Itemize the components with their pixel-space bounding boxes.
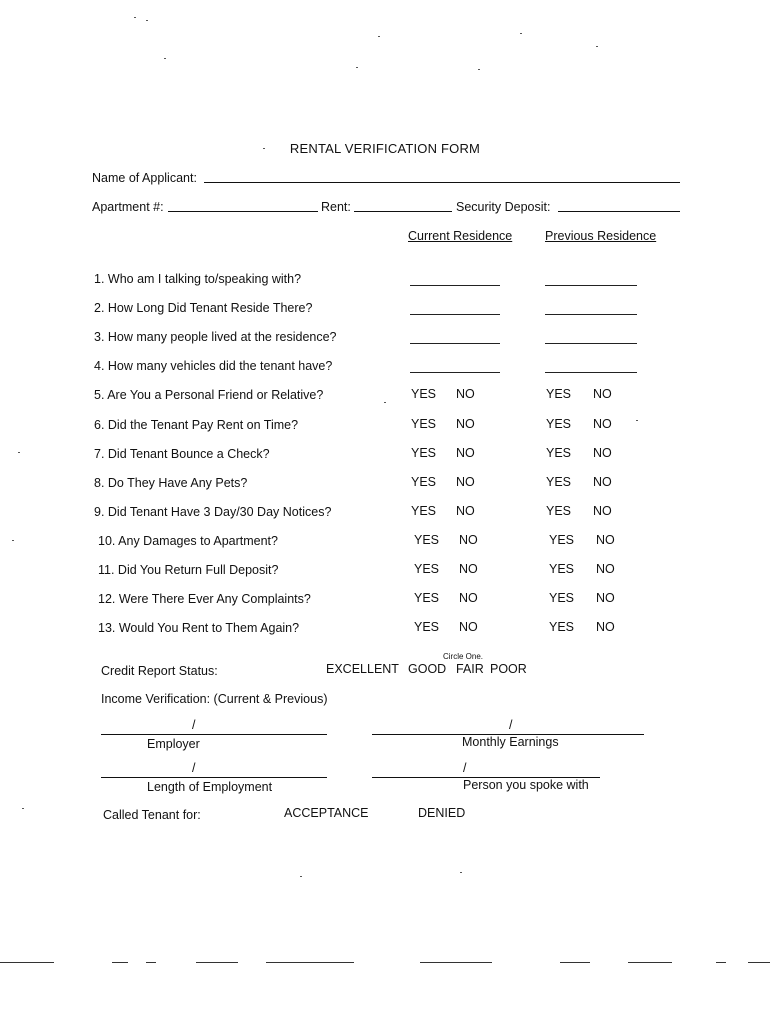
employer-label: Employer [147,737,200,751]
question-5: 5. Are You a Personal Friend or Relative? [94,388,324,402]
denied-option[interactable]: DENIED [418,806,466,820]
scan-speck [520,33,522,34]
rent-field[interactable] [354,211,452,212]
current-residence-answer-field[interactable] [410,343,500,344]
current-no-option[interactable]: NO [456,387,475,401]
apartment-label: Apartment #: [92,200,164,214]
current-residence-answer-field[interactable] [410,314,500,315]
scan-dash [420,962,492,963]
previous-no-option[interactable]: NO [596,620,615,634]
previous-yes-option[interactable]: YES [546,475,572,489]
scan-dash [660,962,672,963]
person-slash: / [463,761,467,775]
employer-slash: / [192,718,196,732]
previous-no-option[interactable]: NO [593,417,612,431]
previous-no-option[interactable]: NO [596,562,615,576]
credit-option-excellent[interactable]: EXCELLENT [326,662,399,676]
current-yes-option[interactable]: YES [411,475,437,489]
previous-yes-option[interactable]: YES [549,533,575,547]
credit-option-poor[interactable]: POOR [490,662,527,676]
scan-speck [164,58,166,59]
previous-residence-answer-field[interactable] [545,285,637,286]
question-11: 11. Did You Return Full Deposit? [98,563,279,577]
current-no-option[interactable]: NO [456,475,475,489]
current-no-option[interactable]: NO [456,446,475,460]
current-yes-option[interactable]: YES [414,533,440,547]
previous-no-option[interactable]: NO [593,504,612,518]
called-tenant-label: Called Tenant for: [103,808,201,822]
scan-speck [636,420,638,421]
question-13: 13. Would You Rent to Them Again? [98,621,300,635]
credit-report-label: Credit Report Status: [101,664,218,678]
current-yes-option[interactable]: YES [414,591,440,605]
scan-speck [146,20,148,21]
security-deposit-field[interactable] [558,211,680,212]
credit-option-good[interactable]: GOOD [408,662,447,676]
current-no-option[interactable]: NO [459,620,478,634]
apartment-field[interactable] [168,211,318,212]
name-of-applicant-label: Name of Applicant: [92,171,197,185]
current-yes-option[interactable]: YES [411,387,437,401]
current-no-option[interactable]: NO [456,504,475,518]
scan-dash [560,962,590,963]
scan-speck [384,402,386,403]
length-slash: / [192,761,196,775]
previous-yes-option[interactable]: YES [549,591,575,605]
scan-dash [112,962,128,963]
previous-no-option[interactable]: NO [596,533,615,547]
scan-speck [12,540,14,541]
scan-speck [378,36,380,37]
current-no-option[interactable]: NO [459,533,478,547]
scan-speck [22,808,24,809]
question-3: 3. How many people lived at the residence? [94,330,337,344]
current-yes-option[interactable]: YES [411,446,437,460]
employer-field[interactable] [101,734,327,735]
name-of-applicant-field[interactable] [204,182,680,183]
credit-option-fair[interactable]: FAIR [456,662,484,676]
current-residence-header: Current Residence [408,229,513,243]
rent-label: Rent: [321,200,351,214]
scan-speck [134,17,136,18]
scan-dash [716,962,726,963]
scan-speck [18,452,20,453]
question-1: 1. Who am I talking to/speaking with? [94,272,302,286]
scan-speck [596,46,598,47]
previous-yes-option[interactable]: YES [546,446,572,460]
scan-speck [460,872,462,873]
current-no-option[interactable]: NO [456,417,475,431]
scan-speck [478,69,480,70]
question-2: 2. How Long Did Tenant Reside There? [94,301,313,315]
previous-residence-answer-field[interactable] [545,314,637,315]
scan-dash [196,962,238,963]
acceptance-option[interactable]: ACCEPTANCE [284,806,369,820]
question-9: 9. Did Tenant Have 3 Day/30 Day Notices? [94,505,332,519]
previous-no-option[interactable]: NO [593,446,612,460]
previous-no-option[interactable]: NO [596,591,615,605]
question-8: 8. Do They Have Any Pets? [94,476,248,490]
question-7: 7. Did Tenant Bounce a Check? [94,447,270,461]
current-residence-answer-field[interactable] [410,285,500,286]
previous-no-option[interactable]: NO [593,475,612,489]
length-of-employment-label: Length of Employment [147,780,273,794]
previous-residence-header: Previous Residence [545,229,657,243]
previous-no-option[interactable]: NO [593,387,612,401]
current-residence-answer-field[interactable] [410,372,500,373]
current-yes-option[interactable]: YES [414,620,440,634]
previous-residence-answer-field[interactable] [545,343,637,344]
scan-dash [0,962,54,963]
previous-yes-option[interactable]: YES [546,387,572,401]
question-4: 4. How many vehicles did the tenant have? [94,359,333,373]
current-no-option[interactable]: NO [459,562,478,576]
scan-speck [300,876,302,877]
question-6: 6. Did the Tenant Pay Rent on Time? [94,418,299,432]
scan-dash [266,962,354,963]
scan-dash [146,962,156,963]
length-of-employment-field[interactable] [101,777,327,778]
previous-yes-option[interactable]: YES [549,562,575,576]
previous-yes-option[interactable]: YES [546,504,572,518]
question-12: 12. Were There Ever Any Complaints? [98,592,311,606]
current-yes-option[interactable]: YES [411,417,437,431]
scan-speck [356,67,358,68]
current-yes-option[interactable]: YES [414,562,440,576]
person-spoke-with-label: Person you spoke with [463,778,589,792]
circle-one-note: Circle One. [443,652,484,661]
current-yes-option[interactable]: YES [411,504,437,518]
security-deposit-label: Security Deposit: [456,200,551,214]
monthly-earnings-label: Monthly Earnings [462,735,559,749]
monthly-earnings-slash: / [509,718,513,732]
current-no-option[interactable]: NO [459,591,478,605]
previous-yes-option[interactable]: YES [549,620,575,634]
previous-yes-option[interactable]: YES [546,417,572,431]
question-10: 10. Any Damages to Apartment? [98,534,278,548]
form-title: RENTAL VERIFICATION FORM [289,141,481,156]
scan-speck [263,148,265,149]
scan-dash [748,962,770,963]
income-verification-label: Income Verification: (Current & Previous) [101,692,328,706]
previous-residence-answer-field[interactable] [545,372,637,373]
